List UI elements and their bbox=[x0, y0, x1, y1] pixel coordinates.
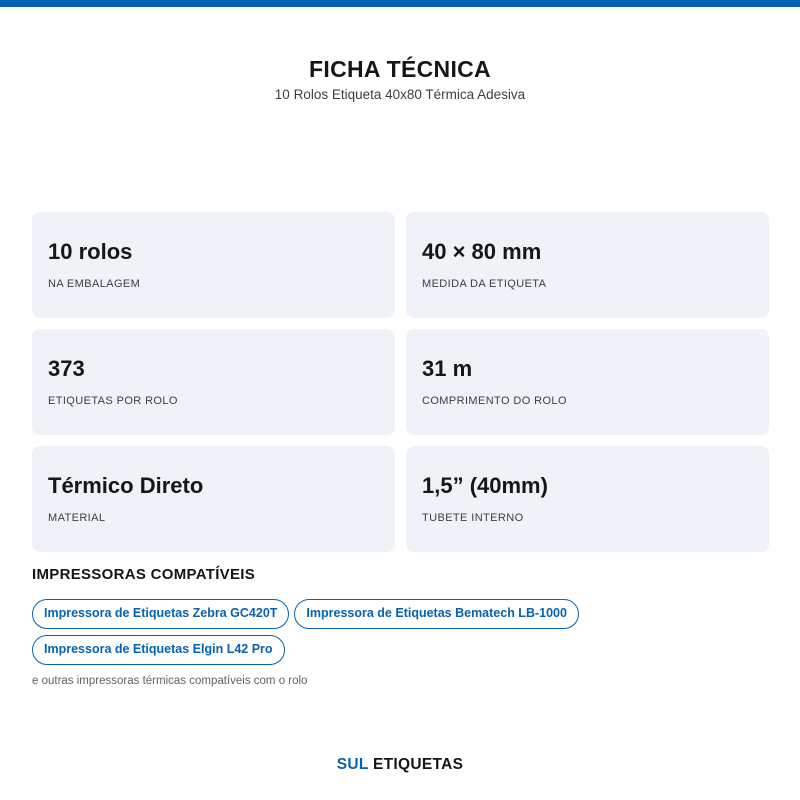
spec-card-core bbox=[406, 446, 769, 552]
brand-logo bbox=[0, 755, 800, 774]
spec-value: 10 rolos bbox=[48, 239, 133, 264]
printer-chip-zebra[interactable]: Impressora de Etiquetas Zebra GC420T bbox=[32, 599, 289, 629]
spec-label: ETIQUETAS POR ROLO bbox=[48, 395, 178, 407]
page-header bbox=[0, 55, 800, 103]
spec-card-rolls bbox=[32, 212, 395, 318]
printers-note: e outras impressoras térmicas compatíveis com o rolo bbox=[32, 675, 308, 687]
page-subtitle: 10 Rolos Etiqueta 40x80 Térmica Adesiva bbox=[274, 87, 526, 102]
spec-card-material bbox=[32, 446, 395, 552]
page-title: FICHA TÉCNICA bbox=[309, 56, 491, 82]
spec-value: 1,5” (40mm) bbox=[422, 473, 548, 498]
spec-card-roll-length bbox=[406, 329, 769, 435]
spec-label: COMPRIMENTO DO ROLO bbox=[422, 395, 567, 407]
spec-card-labels-per-roll bbox=[32, 329, 395, 435]
spec-label: MEDIDA DA ETIQUETA bbox=[422, 278, 547, 290]
top-accent-bar bbox=[0, 0, 800, 7]
spec-value: Térmico Direto bbox=[48, 473, 204, 498]
spec-label: TUBETE INTERNO bbox=[422, 512, 524, 524]
spec-grid bbox=[32, 212, 769, 552]
printer-chip-bematech[interactable]: Impressora de Etiquetas Bematech LB-1000 bbox=[294, 599, 579, 629]
spec-card-size bbox=[406, 212, 769, 318]
spec-value: 373 bbox=[48, 356, 85, 381]
printer-chip-elgin[interactable]: Impressora de Etiquetas Elgin L42 Pro bbox=[32, 635, 285, 665]
compatible-printers-list bbox=[32, 599, 769, 665]
spec-value: 31 m bbox=[422, 356, 473, 381]
brand-accent-text: SUL bbox=[336, 756, 369, 773]
spec-label: NA EMBALAGEM bbox=[48, 278, 141, 290]
spec-label: MATERIAL bbox=[48, 512, 106, 524]
compatible-printers-title: IMPRESSORAS COMPATÍVEIS bbox=[32, 566, 256, 583]
brand-rest-text: ETIQUETAS bbox=[372, 756, 464, 773]
spec-value: 40 × 80 mm bbox=[422, 239, 542, 264]
